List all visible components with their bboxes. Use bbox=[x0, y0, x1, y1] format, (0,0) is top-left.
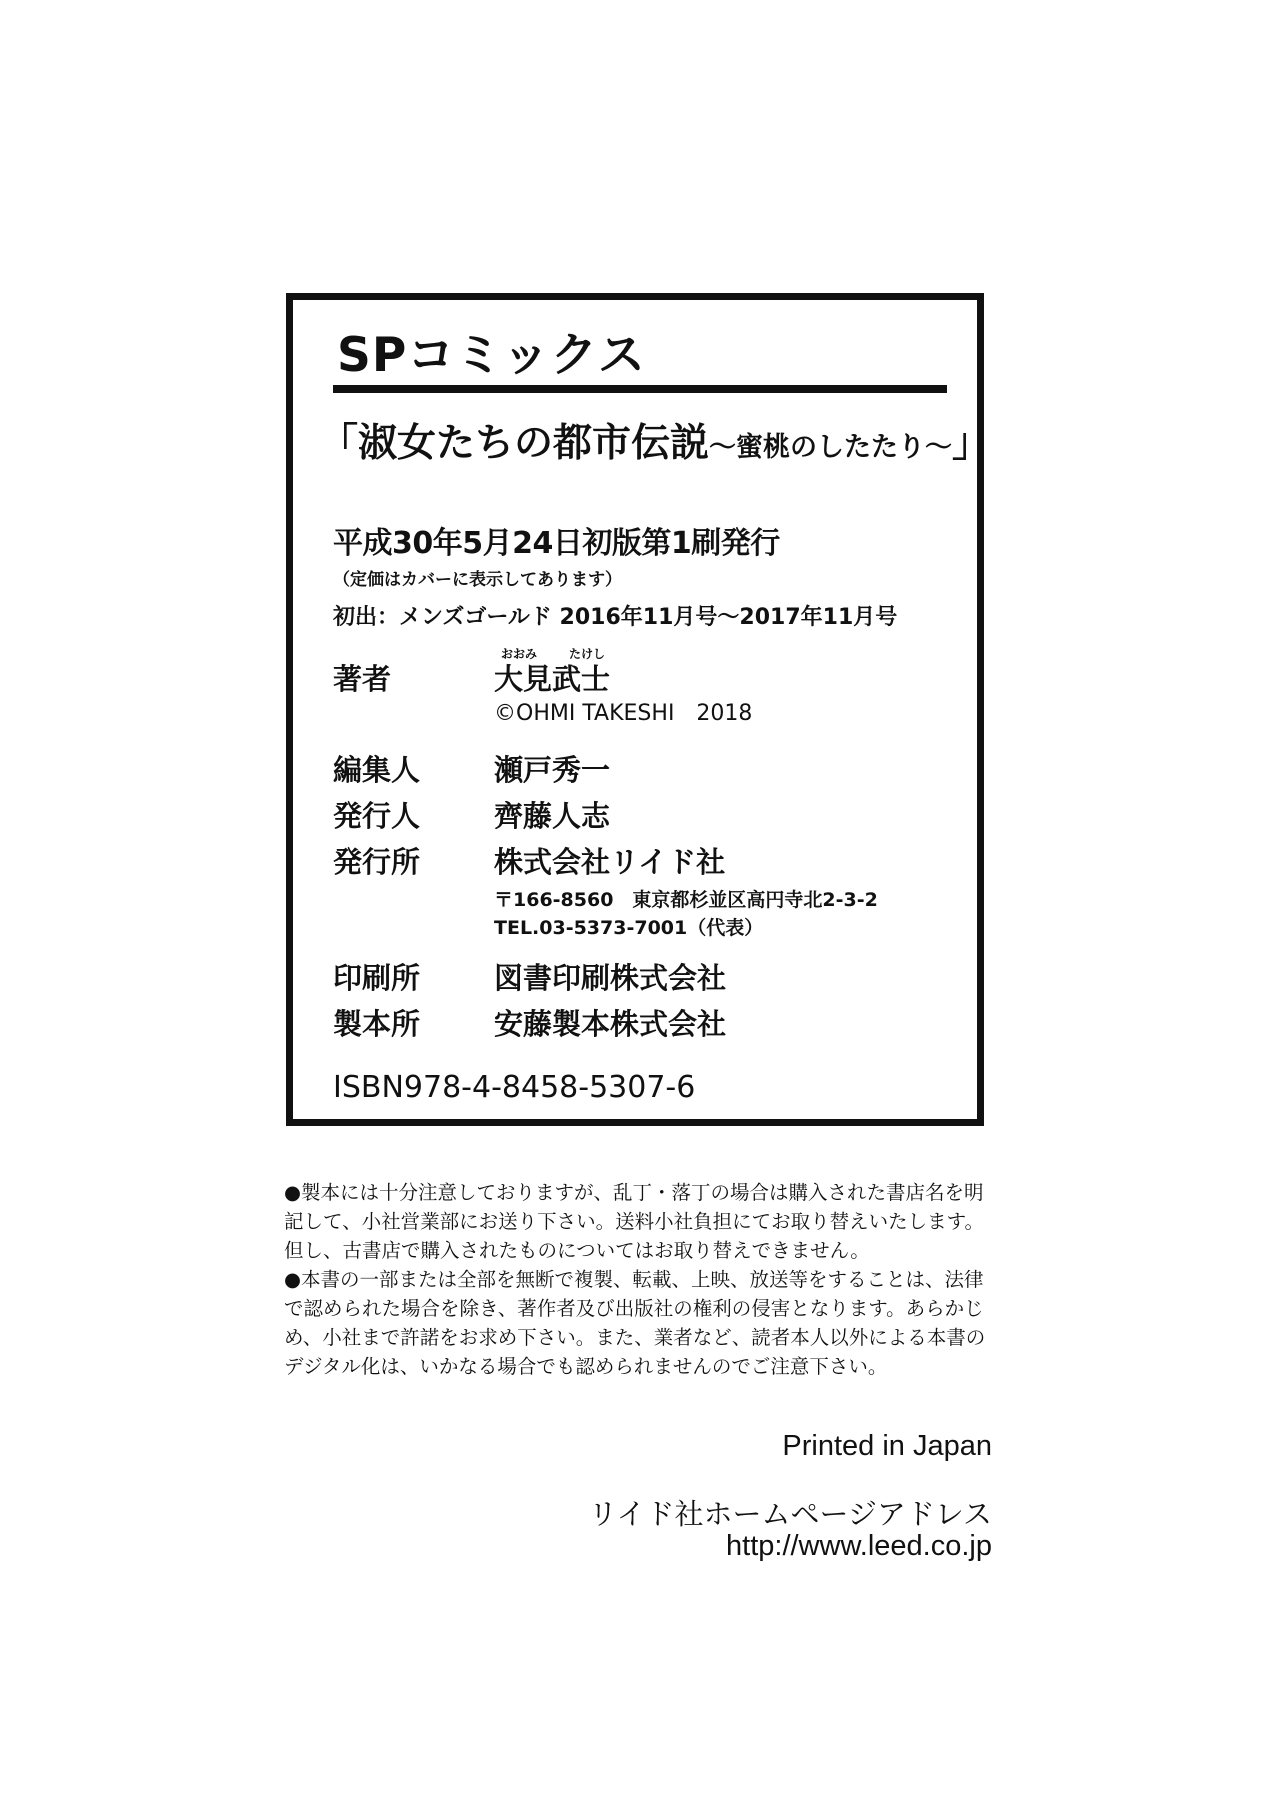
first-publication: 初出：メンズゴールド 2016年11月号～2017年11月号 bbox=[333, 605, 898, 630]
binder-label: 製本所 bbox=[333, 1007, 421, 1041]
publisher-tel: TEL.03-5373-7001（代表） bbox=[494, 917, 764, 939]
author-ruby-given: たけし bbox=[569, 647, 606, 661]
series-title: SPコミックス bbox=[337, 328, 646, 383]
printed-in-japan: Printed in Japan bbox=[782, 1430, 992, 1462]
book-title bbox=[319, 412, 991, 468]
notice-copyright: ●本書の一部または全部を無断で複製、転載、上映、放送等をすることは、法律で認められた場合を除き、著作者及び出版社の権利の侵害となります。あらかじめ、小社まで許諾をお求め下さい。また、業者など、読者本人以外による本書のデジタル化は、いかなる場合でも認められませんのでご注意下さい。 bbox=[284, 1268, 986, 1378]
publisher-person-label: 発行人 bbox=[333, 799, 421, 833]
legal-notices bbox=[284, 1178, 994, 1381]
edition-date: 平成30年5月24日初版第1刷発行 bbox=[333, 526, 780, 561]
price-note: （定価はカバーに表示してあります） bbox=[333, 570, 622, 590]
publisher-name: 株式会社リイド社 bbox=[494, 845, 726, 879]
publisher-person-name: 齊藤人志 bbox=[494, 799, 611, 833]
publisher-address: 〒166-8560 東京都杉並区高円寺北2-3-2 bbox=[494, 889, 878, 911]
printer-name: 図書印刷株式会社 bbox=[494, 961, 727, 995]
notice-defects: ●製本には十分注意しておりますが、乱丁・落丁の場合は購入された書店名を明記して、小社営業部にお送り下さい。送料小社負担にてお取り替えいたします。但し、古書店で購入されたものについてはお取り替えできません。 bbox=[284, 1181, 985, 1262]
publisher-label: 発行所 bbox=[333, 845, 421, 879]
series-rule bbox=[333, 385, 947, 393]
author-label: 著者 bbox=[333, 662, 392, 696]
author-name: 大見武士 bbox=[494, 662, 611, 696]
editor-name: 瀬戸秀一 bbox=[494, 753, 611, 787]
book-title-subtitle: ～蜜桃のしたたり～ bbox=[709, 432, 953, 463]
editor-label: 編集人 bbox=[333, 753, 421, 787]
printer-label: 印刷所 bbox=[333, 961, 421, 995]
colophon-box bbox=[286, 293, 992, 1126]
homepage-url: http://www.leed.co.jp bbox=[726, 1530, 992, 1562]
book-title-main: 「淑女たちの都市伝説 bbox=[319, 421, 710, 466]
binder-name: 安藤製本株式会社 bbox=[494, 1007, 727, 1041]
book-title-close: 」 bbox=[952, 421, 992, 466]
author-copyright: ©OHMI TAKESHI 2018 bbox=[494, 701, 753, 726]
isbn: ISBN978-4-8458-5307-6 bbox=[333, 1070, 696, 1105]
author-ruby-surname: おおみ bbox=[501, 647, 538, 661]
homepage-label: リイド社ホームページアドレス bbox=[588, 1499, 992, 1531]
